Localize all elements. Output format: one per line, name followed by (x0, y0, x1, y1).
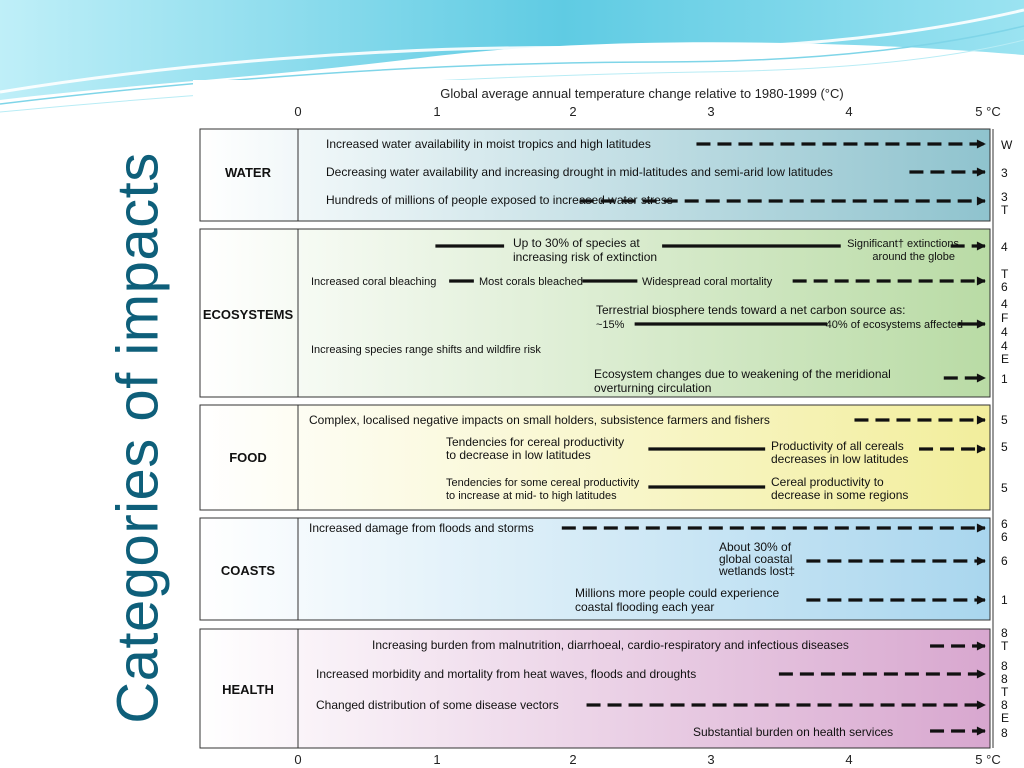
impact-label: Most corals bleached (479, 276, 583, 288)
ref-code: 1 (1001, 372, 1008, 386)
category-food: FOOD (229, 450, 267, 465)
impact-label: Productivity of all cereals decreases in low latitudes (771, 439, 909, 466)
ref-code: 6 (1001, 554, 1008, 568)
impact-label: Significant† extinctions around the globe (847, 238, 959, 263)
bottom-tick-3: 3 (707, 752, 715, 767)
bottom-tick-5: 5 °C (975, 752, 1001, 767)
ref-code: 1 (1001, 593, 1008, 607)
ref-code: 4 F 4 4 E (1001, 297, 1010, 366)
ref-code: 6 6 (1001, 517, 1008, 544)
ref-code: 8 T (1001, 626, 1009, 653)
impact-label: Decreasing water availability and increasing drought in mid-latitudes and semi-arid low latitudes (326, 165, 833, 179)
impact-label: Millions more people could experience coastal flooding each year (575, 586, 780, 614)
tick-3: 3 (707, 104, 715, 119)
impact-label: Tendencies for some cereal productivity to increase at mid- to high latitudes (446, 477, 640, 502)
impact-label: Increased morbidity and mortality from heat waves, floods and droughts (316, 667, 697, 681)
ref-code: 8 8 (1001, 659, 1008, 686)
tick-2: 2 (569, 104, 577, 119)
ref-code: 5 (1001, 481, 1008, 495)
slide-title: Categories of impacts (105, 152, 171, 724)
ref-code: 5 (1001, 413, 1008, 427)
ref-code: T 8 E (1001, 685, 1010, 725)
tick-0: 0 (294, 104, 302, 119)
impact-label: Hundreds of millions of people exposed to increased water stress (326, 193, 673, 207)
bottom-tick-2: 2 (569, 752, 577, 767)
ref-code: W (1001, 138, 1013, 152)
category-coasts: COASTS (220, 563, 276, 578)
ref-code: 5 (1001, 440, 1008, 454)
impact-label: Widespread coral mortality (642, 276, 773, 288)
impact-label: Increased coral bleaching (311, 276, 437, 288)
ref-code: T 6 (1001, 267, 1009, 294)
impact-label: Up to 30% of species at increasing risk of extinction (513, 236, 658, 264)
bottom-tick-4: 4 (845, 752, 853, 767)
category-water: WATER (225, 165, 271, 180)
bottom-tick-0: 0 (294, 752, 302, 767)
category-health: HEALTH (222, 682, 274, 697)
impact-label: Complex, localised negative impacts on small holders, subsistence farmers and fishers (309, 413, 770, 427)
tick-4: 4 (845, 104, 853, 119)
impact-label: ~40% of ecosystems affected (819, 319, 963, 331)
ref-code: 4 (1001, 240, 1008, 254)
impact-label: ~15% (596, 319, 625, 331)
tick-5: 5 °C (975, 104, 1001, 119)
impact-label: Increasing species range shifts and wildfire risk (311, 344, 541, 356)
impact-label: Ecosystem changes due to weakening of the meridional overturning circulation (594, 367, 891, 395)
bottom-tick-1: 1 (433, 752, 441, 767)
impact-label: About 30% of global coastal wetlands lost‡ (719, 540, 796, 578)
axis-title: Global average annual temperature change relative to 1980-1999 (°C) (440, 86, 844, 101)
tick-1: 1 (433, 104, 441, 119)
impact-label: Increased damage from floods and storms (309, 521, 534, 535)
impact-label: Increasing burden from malnutrition, diarrhoeal, cardio-respiratory and infectious diseases (372, 638, 849, 652)
impact-label: Tendencies for cereal productivity to decrease in low latitudes (446, 435, 625, 462)
climate-impacts-figure (193, 80, 1024, 768)
impact-label: Increased water availability in moist tropics and high latitudes (326, 137, 651, 151)
impact-label: Substantial burden on health services (693, 725, 894, 739)
impact-label: Cereal productivity to decrease in some regions (771, 475, 909, 502)
impact-label: Changed distribution of some disease vectors (316, 698, 559, 712)
category-ecosystems: ECOSYSTEMS (202, 307, 294, 322)
ref-code: 8 (1001, 726, 1008, 740)
ref-code: 3 (1001, 166, 1008, 180)
impact-label: Terrestrial biosphere tends toward a net carbon source as: (596, 303, 906, 317)
ref-code: 3 T (1001, 190, 1009, 217)
